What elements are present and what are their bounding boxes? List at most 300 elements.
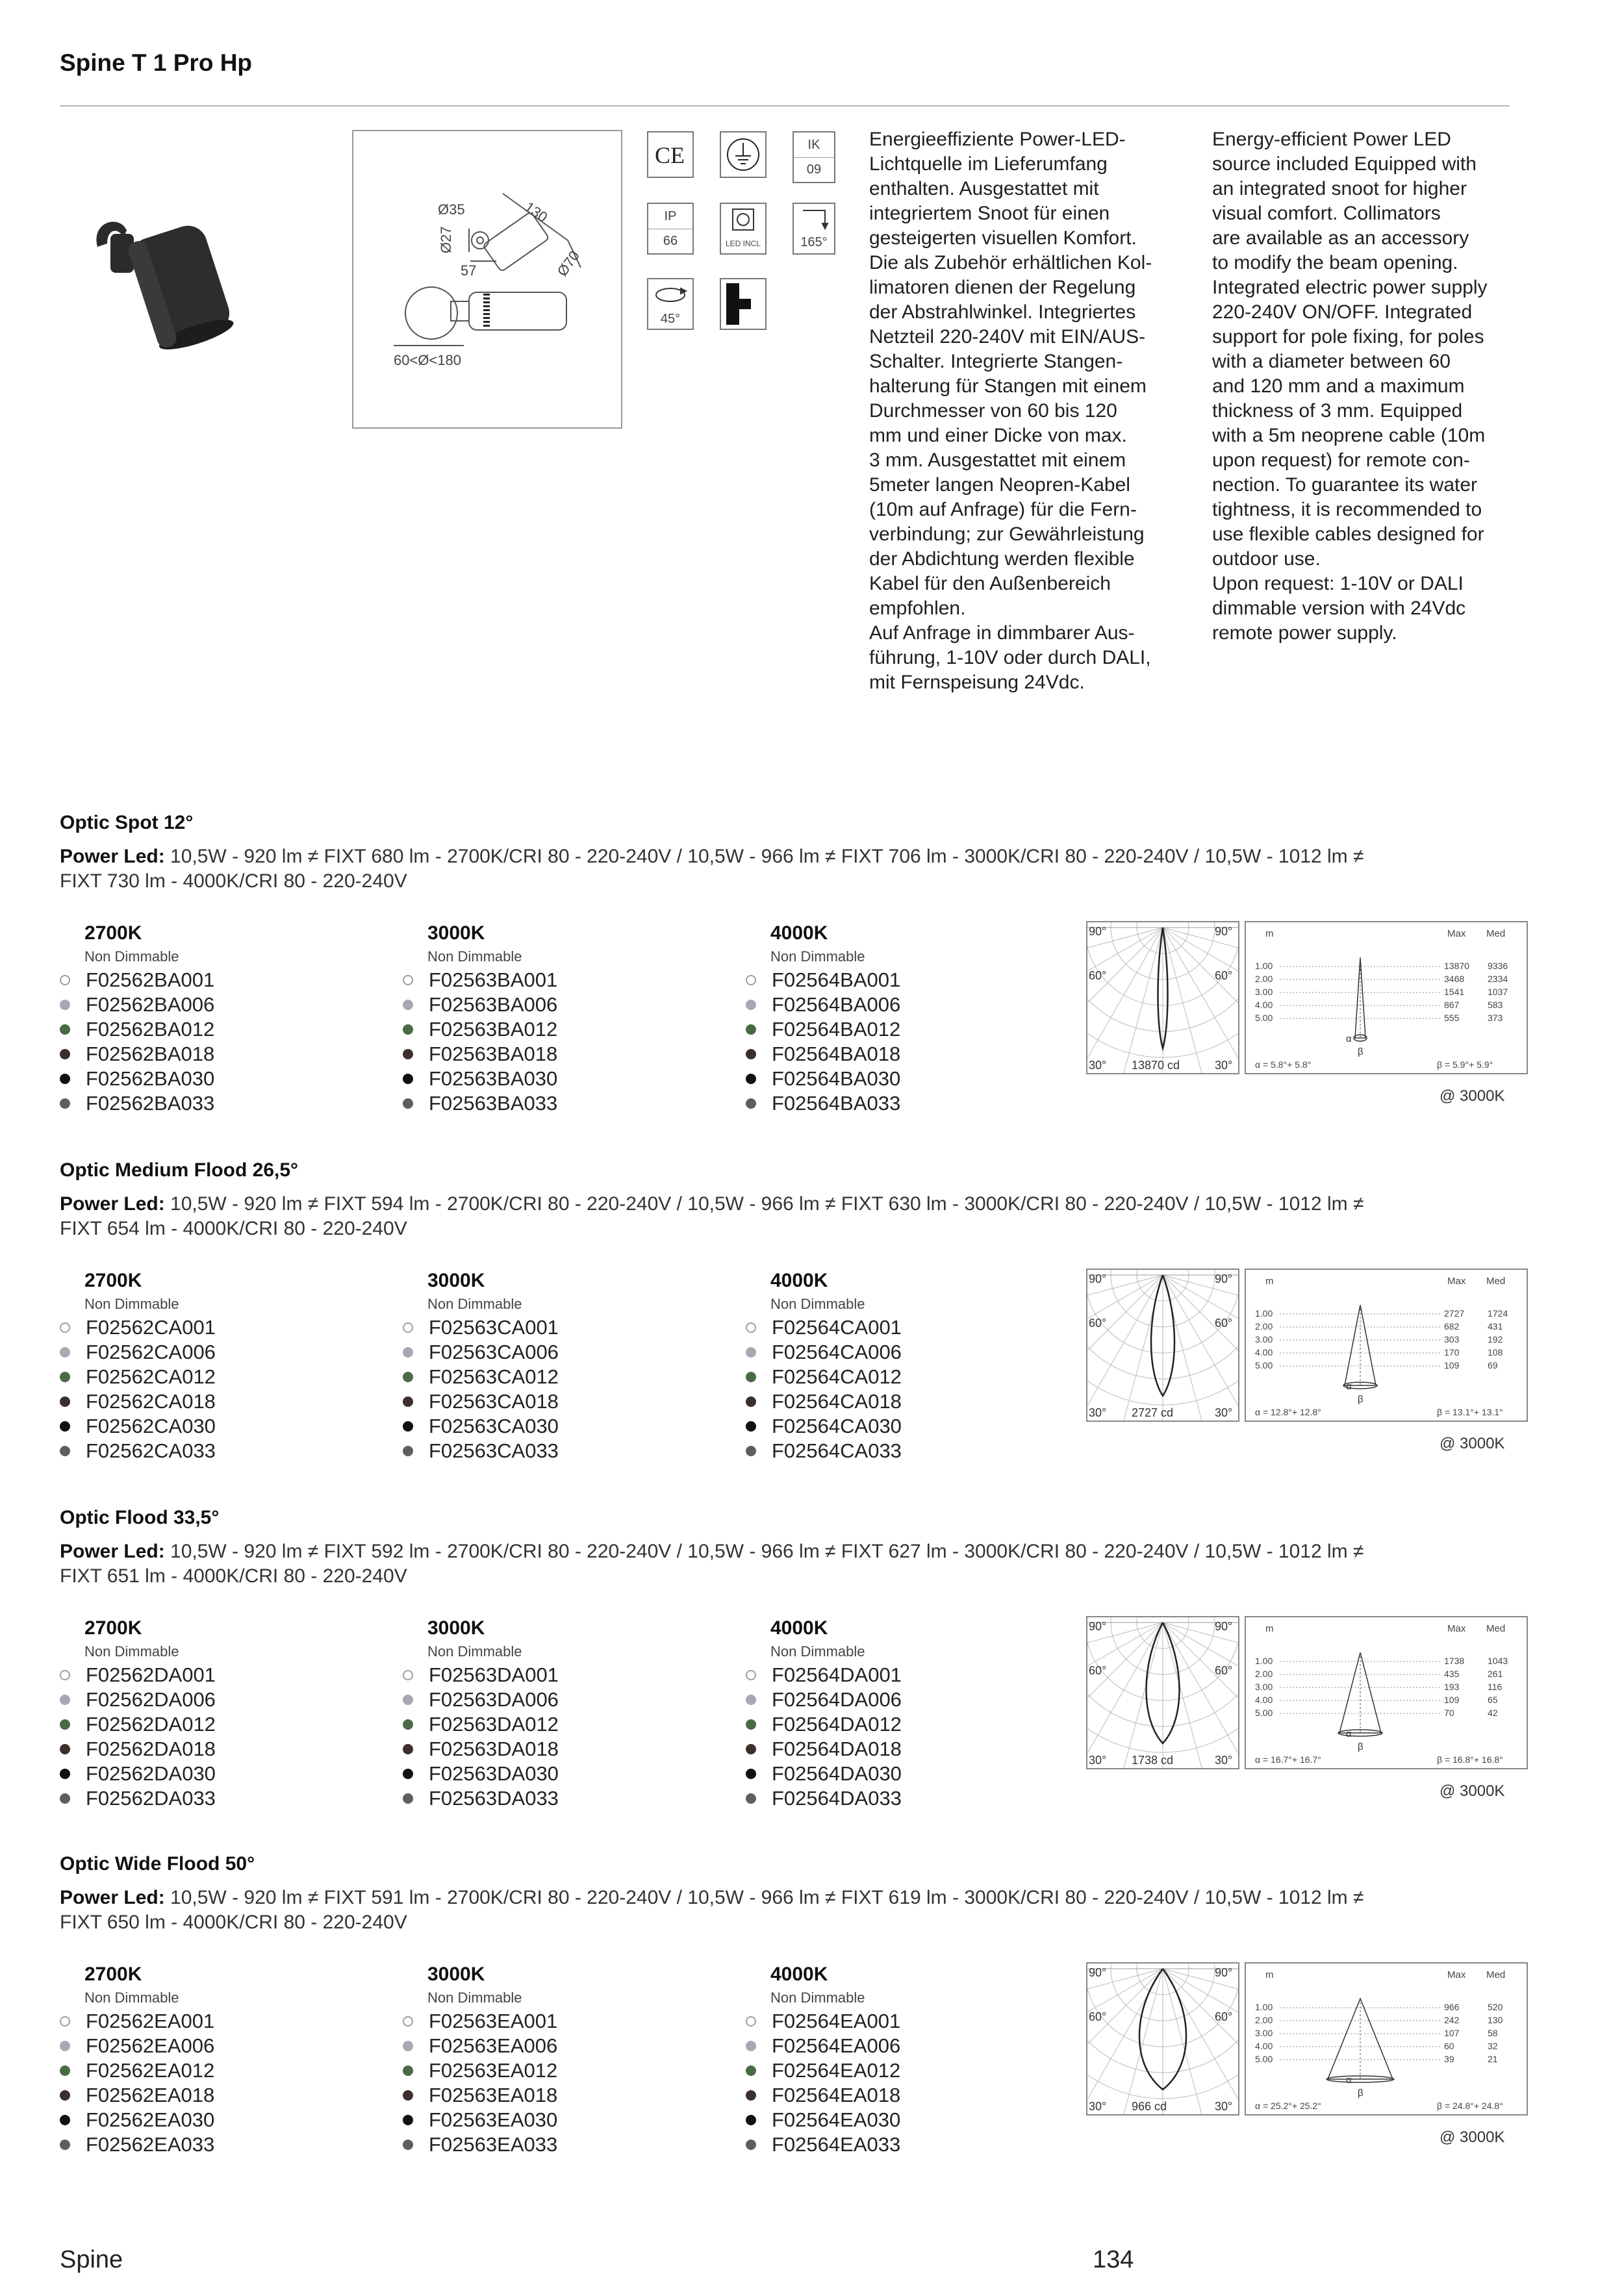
cone-alpha-symbol: α — [1346, 1728, 1352, 1739]
ip-label: IP — [664, 209, 677, 223]
product-code: F02564BA012 — [772, 1018, 901, 1041]
cone-med-value: 69 — [1488, 1360, 1498, 1371]
product-code-item — [403, 1315, 715, 1340]
product-code: F02562CA033 — [86, 1439, 216, 1462]
finish-color-swatch — [403, 1769, 413, 1779]
finish-color-swatch — [746, 1372, 756, 1382]
column-temperature: 2700K — [84, 1964, 142, 1985]
ce-mark-icon — [647, 131, 694, 178]
finish-color-swatch — [60, 2115, 70, 2125]
product-code-item — [403, 2058, 715, 2083]
product-code-list — [746, 968, 1058, 1116]
product-code: F02563DA033 — [429, 1787, 559, 1810]
cone-alpha-angle: α = 12.8°+ 12.8° — [1255, 1407, 1321, 1417]
optic-title-4: Optic Wide Flood 50° — [60, 1853, 255, 1875]
polar-label-30-right: 30° — [1215, 1406, 1233, 1419]
dimming-type: Non Dimmable — [84, 1643, 179, 1660]
cone-distance: 3.00 — [1255, 1334, 1273, 1345]
finish-color-swatch — [60, 1372, 70, 1382]
finish-color-swatch — [746, 2140, 756, 2150]
product-code-item — [746, 1389, 1058, 1414]
polar-light-distribution — [1086, 1962, 1239, 2116]
cone-distance-unit: m — [1265, 1969, 1274, 1980]
product-code: F02562EA012 — [86, 2059, 215, 2082]
cone-med-value: 1043 — [1488, 1656, 1508, 1666]
cone-distance: 4.00 — [1255, 2041, 1273, 2051]
product-code-item — [746, 1687, 1058, 1712]
product-code: F02563CA033 — [429, 1439, 559, 1462]
cone-max-value: 303 — [1444, 1334, 1460, 1345]
cone-med-value: 9336 — [1488, 961, 1508, 971]
cone-med-header: Med — [1486, 1969, 1506, 1980]
finish-color-swatch — [403, 1670, 413, 1680]
product-code-item — [60, 1439, 372, 1463]
product-code: F02562DA033 — [86, 1787, 216, 1810]
product-code-item — [746, 1017, 1058, 1042]
finish-color-swatch — [60, 1347, 70, 1358]
finish-color-swatch — [403, 1074, 413, 1084]
cone-distance: 4.00 — [1255, 1347, 1273, 1358]
product-code-item — [403, 1365, 715, 1389]
column-temperature: 3000K — [427, 1964, 485, 1985]
finish-color-swatch — [403, 1446, 413, 1456]
dimming-type: Non Dimmable — [84, 948, 179, 965]
finish-color-swatch — [60, 1744, 70, 1754]
product-code-item — [60, 1663, 372, 1687]
svg-text:CE: CE — [655, 142, 685, 168]
cone-alpha-symbol: α — [1346, 1033, 1352, 1044]
polar-light-distribution — [1086, 1616, 1239, 1769]
product-code: F02564BA030 — [772, 1067, 901, 1090]
finish-color-swatch — [403, 2090, 413, 2101]
column-temperature: 4000K — [770, 922, 828, 944]
product-code: F02562BA030 — [86, 1067, 215, 1090]
finish-color-swatch — [746, 1000, 756, 1010]
cone-max-value: 1738 — [1444, 1656, 1465, 1666]
product-code-item — [746, 1340, 1058, 1365]
cone-distance: 4.00 — [1255, 1000, 1273, 1010]
power-led-spec — [60, 1192, 1521, 1241]
finish-color-swatch — [403, 1396, 413, 1407]
finish-color-swatch — [403, 1421, 413, 1432]
power-led-spec — [60, 1539, 1521, 1589]
product-code-item — [60, 1762, 372, 1786]
product-code: F02562EA033 — [86, 2133, 215, 2156]
cone-distance: 3.00 — [1255, 987, 1273, 997]
product-code: F02562DA006 — [86, 1688, 216, 1711]
column-temperature: 3000K — [427, 922, 485, 944]
finish-color-swatch — [746, 1322, 756, 1333]
cone-max-value: 555 — [1444, 1013, 1460, 1023]
cone-max-header: Max — [1447, 1623, 1466, 1634]
finish-color-swatch — [746, 2041, 756, 2051]
product-code: F02562CA001 — [86, 1316, 216, 1339]
polar-label-90-right: 90° — [1215, 1966, 1233, 1979]
polar-peak-candela: 2727 cd — [1132, 1406, 1174, 1419]
product-code-item — [746, 1067, 1058, 1091]
power-led-text: 10,5W - 920 lm ≠ FIXT 592 lm - 2700K/CRI 80 - 220-240V / 10,5W - 966 lm ≠ FIXT 627 lm - 3000K/CRI 80 - 220-240V / 10,5W - 1012 lm ≠ FIXT 651 lm - 4000K/CRI 80 - 220-240V — [60, 1541, 1364, 1587]
product-code: F02564CA030 — [772, 1415, 902, 1437]
polar-curve — [1087, 1964, 1238, 2114]
power-led-text: 10,5W - 920 lm ≠ FIXT 591 lm - 2700K/CRI 80 - 220-240V / 10,5W - 966 lm ≠ FIXT 619 lm - 3000K/CRI 80 - 220-240V / 10,5W - 1012 lm ≠ FIXT 650 lm - 4000K/CRI 80 - 220-240V — [60, 1887, 1364, 1933]
polar-label-90-left: 90° — [1089, 1620, 1107, 1633]
polar-label-90-left: 90° — [1089, 1272, 1107, 1285]
rotation-badge — [647, 278, 694, 330]
polar-peak-candela: 13870 cd — [1132, 1059, 1180, 1072]
product-code-list — [746, 2009, 1058, 2157]
product-code-item — [403, 1017, 715, 1042]
product-code-item — [403, 1389, 715, 1414]
finish-color-swatch — [60, 1049, 70, 1059]
product-code-item — [746, 1439, 1058, 1463]
code-column-3000k — [403, 1270, 715, 1463]
product-code-item — [746, 992, 1058, 1017]
product-code-item — [60, 2083, 372, 2108]
product-code: F02564CA006 — [772, 1341, 902, 1363]
finish-color-swatch — [746, 1396, 756, 1407]
dimming-type: Non Dimmable — [770, 948, 865, 965]
ik-label: IK — [807, 138, 820, 152]
product-code: F02562DA001 — [86, 1663, 216, 1686]
cone-beta-symbol: β — [1358, 1394, 1364, 1405]
finish-color-swatch — [746, 1098, 756, 1109]
product-code-item — [60, 1712, 372, 1737]
product-code: F02564DA001 — [772, 1663, 902, 1686]
finish-color-swatch — [60, 1396, 70, 1407]
product-code: F02562CA018 — [86, 1390, 216, 1413]
product-code-item — [746, 1091, 1058, 1116]
cone-max-value: 242 — [1444, 2015, 1460, 2025]
product-code-item — [403, 1712, 715, 1737]
product-code: F02563DA006 — [429, 1688, 559, 1711]
product-code: F02563BA033 — [429, 1092, 558, 1115]
cone-max-value: 966 — [1444, 2002, 1460, 2012]
cone-max-header: Max — [1447, 928, 1466, 939]
product-code-item — [403, 1439, 715, 1463]
polar-label-30-right: 30° — [1215, 1059, 1233, 1072]
product-code: F02564EA001 — [772, 2010, 901, 2032]
product-code: F02564CA012 — [772, 1365, 902, 1388]
product-code: F02563CA012 — [429, 1365, 559, 1388]
polar-peak-candela: 966 cd — [1132, 2100, 1167, 2113]
product-code-item — [403, 1340, 715, 1365]
dim-pole-diameter: 60<Ø<180 — [394, 352, 461, 368]
finish-color-swatch — [746, 1719, 756, 1730]
code-column-4000k — [746, 922, 1058, 1116]
finish-color-swatch — [60, 1719, 70, 1730]
product-code: F02563EA012 — [429, 2059, 558, 2082]
product-code: F02564BA001 — [772, 968, 901, 991]
cone-max-value: 867 — [1444, 1000, 1460, 1010]
cone-beta-symbol: β — [1358, 1046, 1364, 1057]
finish-color-swatch — [403, 1347, 413, 1358]
product-code-list — [403, 968, 715, 1116]
power-led-label: Power Led: — [60, 1193, 165, 1215]
product-code: F02562EA030 — [86, 2108, 215, 2131]
power-led-label: Power Led: — [60, 1887, 165, 1908]
product-code: F02562BA033 — [86, 1092, 215, 1115]
product-code-item — [746, 1365, 1058, 1389]
finish-color-swatch — [746, 1670, 756, 1680]
cone-med-value: 116 — [1488, 1682, 1503, 1692]
polar-label-60-left: 60° — [1089, 1664, 1107, 1677]
polar-label-60-left: 60° — [1089, 1317, 1107, 1330]
product-code-item — [746, 2034, 1058, 2058]
finish-color-swatch — [403, 2140, 413, 2150]
polar-label-30-left: 30° — [1089, 1059, 1107, 1072]
product-code-item — [403, 1687, 715, 1712]
product-code-item — [746, 1042, 1058, 1067]
earth-ground-icon — [720, 131, 767, 178]
page-title: Spine T 1 Pro Hp — [60, 49, 253, 76]
power-led-text: 10,5W - 920 lm ≠ FIXT 594 lm - 2700K/CRI 80 - 220-240V / 10,5W - 966 lm ≠ FIXT 630 lm - 3000K/CRI 80 - 220-240V / 10,5W - 1012 lm ≠ FIXT 654 lm - 4000K/CRI 80 - 220-240V — [60, 1193, 1364, 1239]
illuminance-cone-diagram — [1245, 921, 1528, 1074]
description-german: Energieeffiziente Power-LED- Lichtquelle im Lieferumfang enthalten. Ausgestattet mit integriertem Snoot für einen gesteigerten visuellen Komfort. Die als Zubehör erhältlichen Kol- limatoren dienen der Regelung der Abstrahlwinkel. Integriertes Netzteil 220-240V mit EIN/AUS- Schalter. Integrierte Stangen- halterung für Stangen mit einem Durchmesser von 60 bis 120 mm und einer Dicke von max. 3 mm. Ausgestattet mit einem 5meter langen Neopren-Kabel (10m auf Anfrage) für die Fern- verbindung; zur Gewährleistung der Abdichtung werden flexible Kabel für den Außenbereich empfohlen. Auf Anfrage in dimmbarer Aus- führung, 1-10V oder durch DALI, mit Fernspeisung 24Vdc. — [869, 129, 1152, 693]
cone-med-value: 431 — [1488, 1321, 1503, 1332]
cone-distance-unit: m — [1265, 1623, 1274, 1634]
power-led-text: 10,5W - 920 lm ≠ FIXT 680 lm - 2700K/CRI 80 - 220-240V / 10,5W - 966 lm ≠ FIXT 706 lm - 3000K/CRI 80 - 220-240V / 10,5W - 1012 lm ≠ FIXT 730 lm - 4000K/CRI 80 - 220-240V — [60, 846, 1364, 892]
cone-alpha-symbol: α — [1346, 2075, 1352, 2086]
product-code: F02562EA018 — [86, 2084, 215, 2106]
finish-color-swatch — [746, 1744, 756, 1754]
product-code-item — [60, 1687, 372, 1712]
product-code: F02563DA030 — [429, 1762, 559, 1785]
product-code-item — [403, 1762, 715, 1786]
product-code: F02564CA001 — [772, 1316, 902, 1339]
dimming-type: Non Dimmable — [84, 1990, 179, 2006]
finish-color-swatch — [403, 1744, 413, 1754]
cone-max-value: 13870 — [1444, 961, 1469, 971]
power-led-spec — [60, 1886, 1521, 1935]
product-code-item — [60, 1042, 372, 1067]
finish-color-swatch — [60, 1769, 70, 1779]
polar-light-distribution — [1086, 921, 1239, 1074]
product-code: F02563BA030 — [429, 1067, 558, 1090]
finish-color-swatch — [746, 1049, 756, 1059]
reference-temperature: @ 3000K — [1440, 1435, 1505, 1452]
product-code: F02562DA012 — [86, 1713, 216, 1736]
finish-color-swatch — [746, 1446, 756, 1456]
product-code-item — [403, 2009, 715, 2034]
product-code-item — [403, 1042, 715, 1067]
product-code-item — [746, 2132, 1058, 2157]
product-code-item — [60, 992, 372, 1017]
product-code: F02564EA030 — [772, 2108, 901, 2131]
product-code-item — [60, 1340, 372, 1365]
polar-label-30-left: 30° — [1089, 1754, 1107, 1767]
dimming-type: Non Dimmable — [427, 948, 522, 965]
product-code-list — [60, 1663, 372, 1811]
product-code-item — [403, 2083, 715, 2108]
cone-med-value: 108 — [1488, 1347, 1503, 1358]
cone-med-value: 373 — [1488, 1013, 1503, 1023]
product-code: F02562CA030 — [86, 1415, 216, 1437]
ip-rating-badge — [647, 203, 694, 255]
cone-med-value: 1724 — [1488, 1308, 1508, 1319]
finish-color-swatch — [60, 1421, 70, 1432]
cone-distance: 1.00 — [1255, 1308, 1273, 1319]
polar-light-distribution — [1086, 1269, 1239, 1422]
finish-color-swatch — [746, 1769, 756, 1779]
finish-color-swatch — [403, 1024, 413, 1035]
column-temperature: 2700K — [84, 922, 142, 944]
cone-max-value: 170 — [1444, 1347, 1460, 1358]
dim-d70: Ø70 — [553, 247, 583, 279]
finish-color-swatch — [746, 1793, 756, 1804]
finish-color-swatch — [60, 975, 70, 985]
product-code-item — [60, 1389, 372, 1414]
finish-color-swatch — [746, 2066, 756, 2076]
polar-label-60-right: 60° — [1215, 1664, 1233, 1677]
product-code-item — [60, 2132, 372, 2157]
cone-distance: 2.00 — [1255, 2015, 1273, 2025]
cone-distance: 4.00 — [1255, 1695, 1273, 1705]
cone-distance-unit: m — [1265, 1276, 1274, 1287]
finish-color-swatch — [60, 2140, 70, 2150]
polar-label-60-right: 60° — [1215, 1317, 1233, 1330]
polar-curve — [1087, 1270, 1238, 1421]
description-english: Energy-efficient Power LED source included Equipped with an integrated snoot for higher visual comfort. Collimators are available as an accessory to modify the beam opening. Integrated electric power supply 220-240V ON/OFF. Integrated support for pole fixing, for poles with a diameter between 60 and 120 mm and a maximum thickness of 3 mm. Equipped with a 5m neoprene cable (10m upon request) for remote con- nection. To guarantee its water tightness, it is recommended to use flexible cables designed for outdoor use. Upon request: 1-10V or DALI dimmable version with 24Vdc remote power supply. — [1212, 129, 1488, 644]
finish-color-swatch — [746, 2115, 756, 2125]
class-symbol-icon — [720, 278, 767, 330]
cone-med-value: 192 — [1488, 1334, 1503, 1345]
dimming-type: Non Dimmable — [770, 1990, 865, 2006]
product-code-item — [60, 1315, 372, 1340]
product-code: F02564CA018 — [772, 1390, 902, 1413]
cone-med-value: 58 — [1488, 2028, 1498, 2038]
finish-color-swatch — [403, 2066, 413, 2076]
power-led-label: Power Led: — [60, 1541, 165, 1562]
dimming-type: Non Dimmable — [770, 1643, 865, 1660]
cone-med-value: 32 — [1488, 2041, 1498, 2051]
product-code-item — [746, 2108, 1058, 2132]
cone-distance: 1.00 — [1255, 961, 1273, 971]
product-code-item — [60, 1091, 372, 1116]
cone-distance: 3.00 — [1255, 1682, 1273, 1692]
product-code: F02564BA006 — [772, 993, 901, 1016]
product-code: F02563DA012 — [429, 1713, 559, 1736]
dimming-type: Non Dimmable — [770, 1296, 865, 1312]
product-code-item — [60, 1786, 372, 1811]
finish-color-swatch — [746, 1024, 756, 1035]
code-column-2700k — [60, 1964, 372, 2157]
finish-color-swatch — [403, 1372, 413, 1382]
cone-alpha-angle: α = 5.8°+ 5.8° — [1255, 1059, 1312, 1070]
product-code: F02564CA033 — [772, 1439, 902, 1462]
product-code-item — [60, 1365, 372, 1389]
product-code: F02563DA001 — [429, 1663, 559, 1686]
finish-color-swatch — [403, 975, 413, 985]
finish-color-swatch — [403, 1719, 413, 1730]
power-led-label: Power Led: — [60, 846, 165, 867]
product-code-item — [60, 968, 372, 992]
product-code: F02563EA033 — [429, 2133, 558, 2156]
code-column-2700k — [60, 922, 372, 1116]
cone-med-value: 1037 — [1488, 987, 1508, 997]
cone-beta-angle: β = 24.8°+ 24.8° — [1437, 2101, 1503, 2111]
cone-max-value: 1541 — [1444, 987, 1465, 997]
product-code-list — [403, 1315, 715, 1463]
product-code-item — [60, 2009, 372, 2034]
product-code-list — [60, 1315, 372, 1463]
product-code-item — [60, 1737, 372, 1762]
led-included-label: LED INCL — [725, 239, 761, 248]
product-code-item — [746, 968, 1058, 992]
cone-distance: 2.00 — [1255, 1669, 1273, 1679]
product-code-item — [403, 1737, 715, 1762]
product-code: F02562CA012 — [86, 1365, 216, 1388]
finish-color-swatch — [60, 1793, 70, 1804]
rotation-value: 45° — [660, 312, 681, 326]
dimming-type: Non Dimmable — [84, 1296, 179, 1312]
cone-med-header: Med — [1486, 1623, 1506, 1634]
product-code: F02562BA001 — [86, 968, 215, 991]
finish-color-swatch — [403, 1000, 413, 1010]
cone-alpha-symbol: α — [1346, 1381, 1352, 1392]
product-code-item — [60, 2108, 372, 2132]
polar-label-60-right: 60° — [1215, 2010, 1233, 2023]
cone-med-value: 42 — [1488, 1708, 1498, 1718]
optic-title-1: Optic Spot 12° — [60, 812, 194, 833]
finish-color-swatch — [60, 1695, 70, 1705]
finish-color-swatch — [60, 2016, 70, 2027]
cone-distance-unit: m — [1265, 928, 1274, 939]
cone-med-value: 261 — [1488, 1669, 1503, 1679]
product-code-item — [403, 1786, 715, 1811]
reference-temperature: @ 3000K — [1440, 2129, 1505, 2146]
product-code-list — [60, 968, 372, 1116]
product-code: F02562BA018 — [86, 1042, 215, 1065]
cone-max-value: 2727 — [1444, 1308, 1465, 1319]
product-code: F02563EA006 — [429, 2034, 558, 2057]
cone-distance: 5.00 — [1255, 1360, 1273, 1371]
finish-color-swatch — [60, 1024, 70, 1035]
footer-collection-name: Spine — [60, 2246, 123, 2273]
product-code: F02563CA030 — [429, 1415, 559, 1437]
polar-peak-candela: 1738 cd — [1132, 1754, 1174, 1767]
cone-med-value: 130 — [1488, 2015, 1503, 2025]
product-code: F02564EA018 — [772, 2084, 901, 2106]
optic-title-3: Optic Flood 33,5° — [60, 1507, 220, 1528]
finish-color-swatch — [403, 2041, 413, 2051]
cone-alpha-angle: α = 25.2°+ 25.2° — [1255, 2101, 1321, 2111]
cone-max-value: 435 — [1444, 1669, 1460, 1679]
header-divider — [60, 105, 1510, 107]
finish-color-swatch — [403, 1322, 413, 1333]
product-code: F02563EA018 — [429, 2084, 558, 2106]
cone-beta-angle: β = 5.9°+ 5.9° — [1437, 1059, 1493, 1070]
product-code: F02564DA018 — [772, 1737, 902, 1760]
product-code-item — [60, 1067, 372, 1091]
product-code-item — [746, 2009, 1058, 2034]
ik-value: 09 — [806, 162, 822, 177]
product-code: F02563DA018 — [429, 1737, 559, 1760]
cone-med-value: 583 — [1488, 1000, 1503, 1010]
product-code: F02564BA018 — [772, 1042, 901, 1065]
polar-label-30-right: 30° — [1215, 2100, 1233, 2113]
cone-beta-angle: β = 13.1°+ 13.1° — [1437, 1407, 1503, 1417]
polar-label-90-right: 90° — [1215, 1272, 1233, 1285]
product-code: F02562EA001 — [86, 2010, 215, 2032]
product-code: F02562CA006 — [86, 1341, 216, 1363]
polar-label-30-left: 30° — [1089, 1406, 1107, 1419]
dim-width-57: 57 — [461, 262, 477, 279]
finish-color-swatch — [60, 1000, 70, 1010]
column-temperature: 2700K — [84, 1617, 142, 1639]
product-code: F02563BA018 — [429, 1042, 558, 1065]
finish-color-swatch — [746, 2016, 756, 2027]
illuminance-cone-diagram — [1245, 1616, 1528, 1769]
